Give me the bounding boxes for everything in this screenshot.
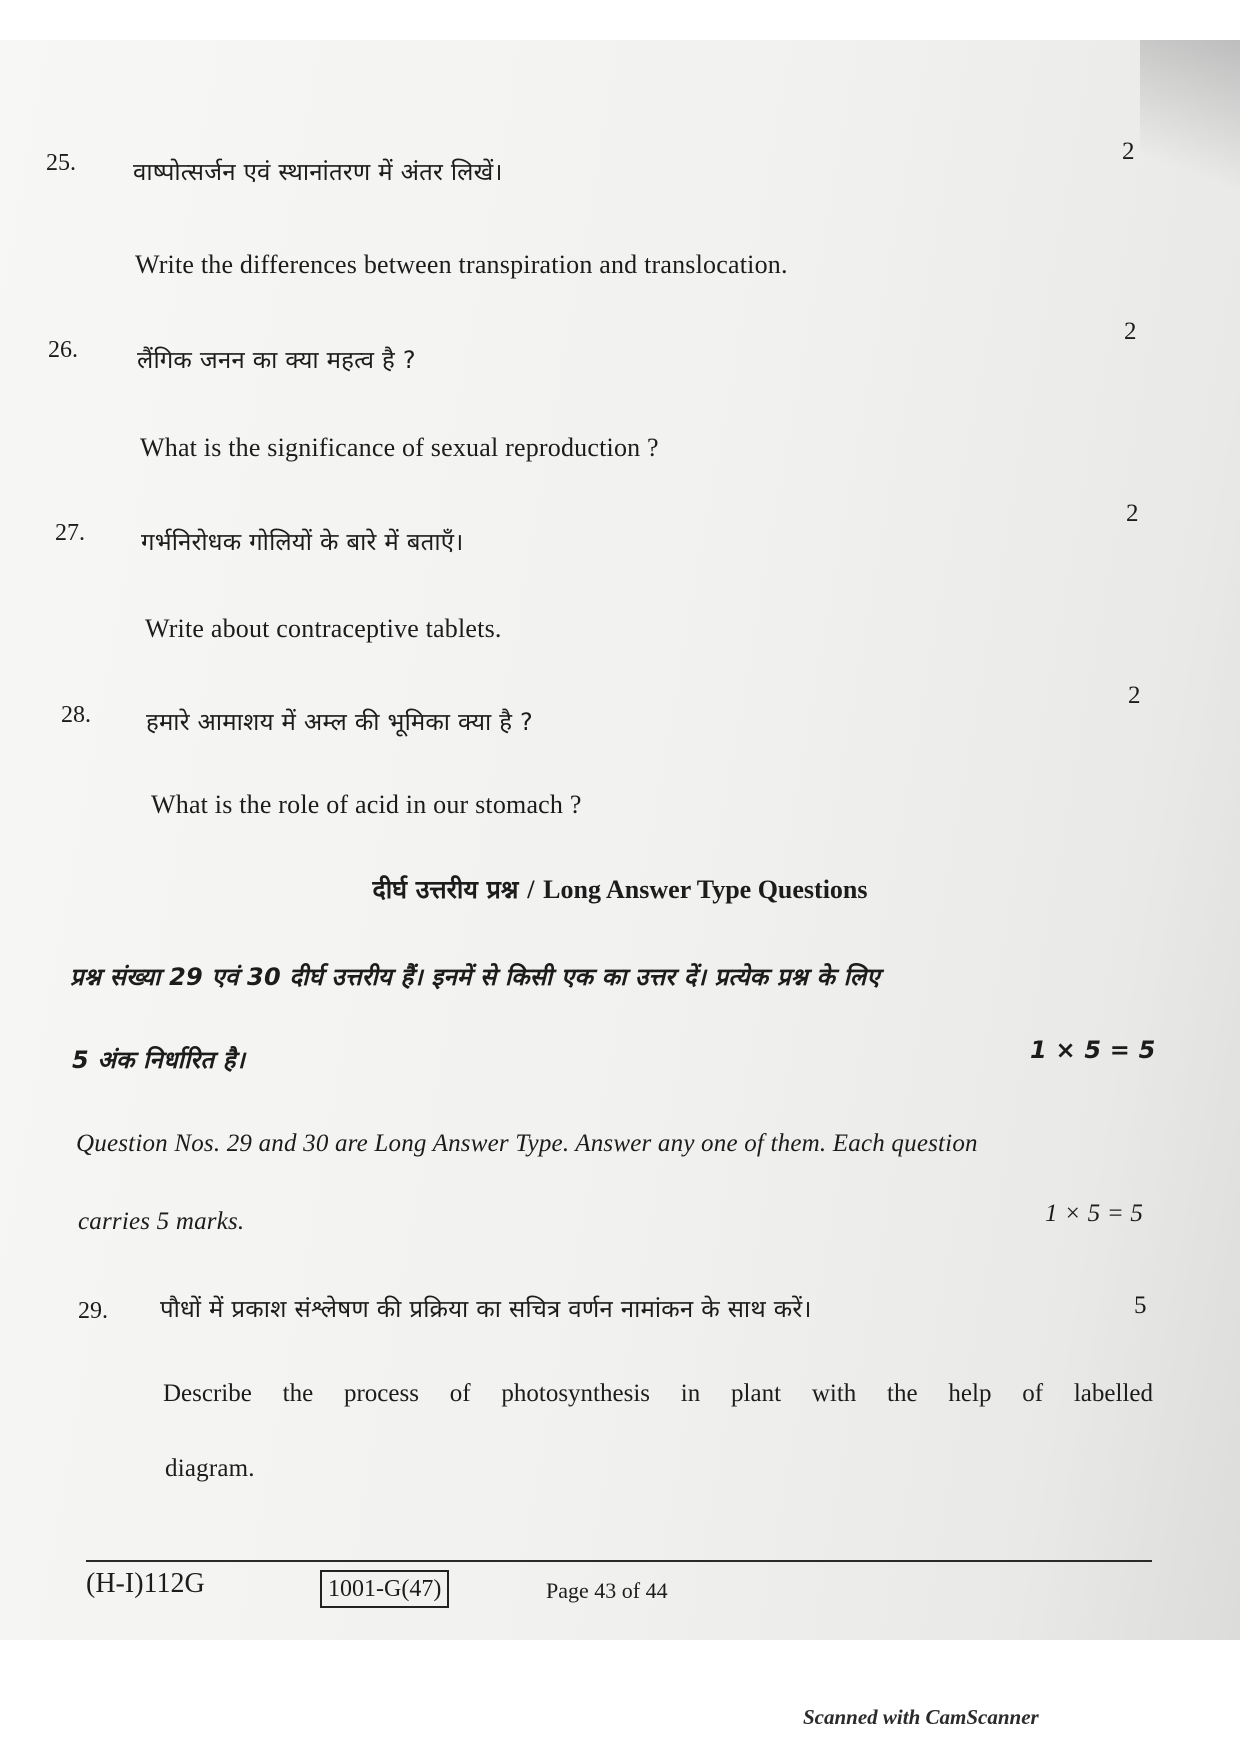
instruction-english-line1: Question Nos. 29 and 30 are Long Answer Type. Answer any one of them. Each question [76,1130,978,1157]
question-marks: 2 [1126,500,1139,527]
section-heading-english: Long Answer Type Questions [543,875,868,904]
instruction-hindi-marks: 1 × 5 = 5 [1030,1036,1156,1064]
question-marks: 2 [1128,682,1141,709]
section-heading-separator: / [527,875,535,904]
camscanner-watermark: Scanned with CamScanner [803,1705,1039,1729]
section-heading [0,872,1240,906]
question-text-hindi: पौधों में प्रकाश संश्लेषण की प्रक्रिया का सचित्र वर्णन नामांकन के साथ करें। [160,1295,812,1323]
footer-page-number: Page 43 of 44 [546,1578,668,1603]
question-number: 28. [61,702,91,728]
question-text-english-line2: diagram. [165,1455,255,1482]
footer-divider [86,1560,1152,1562]
question-text-english: What is the role of acid in our stomach ? [151,790,582,819]
question-text-english: What is the significance of sexual reproduction ? [140,433,659,462]
instruction-english-marks: 1 × 5 = 5 [1045,1200,1144,1227]
page-corner-shadow [1140,40,1240,220]
scan-bottom-margin [0,1640,1240,1755]
question-marks: 5 [1134,1292,1147,1319]
question-text-hindi: हमारे आमाशय में अम्ल की भूमिका क्या है ? [146,708,533,736]
instruction-hindi-line2: 5 अंक निर्धारित है। [72,1046,245,1074]
question-text-hindi: वाष्पोत्सर्जन एवं स्थानांतरण में अंतर लिखें। [133,158,503,186]
footer-set-code: 1001-G(47) [320,1570,449,1608]
question-text-english-line1: Describe the process of photosynthesis in plant with the help of labelled [163,1380,1153,1407]
question-text-hindi: लैंगिक जनन का क्या महत्व है ? [137,346,416,374]
instruction-hindi-line1: प्रश्न संख्या 29 एवं 30 दीर्घ उत्तरीय हैं। इनमें से किसी एक का उत्तर दें। प्रत्येक प्रश्न के लिए [70,963,880,991]
question-number: 27. [55,520,85,546]
question-text-english: Write about contraceptive tablets. [145,614,502,643]
question-number: 25. [46,150,76,176]
question-text-english: Write the differences between transpiration and translocation. [135,250,788,279]
footer-paper-code: (H-I)112G [86,1568,205,1599]
question-marks: 2 [1122,138,1135,165]
question-text-hindi: गर्भनिरोधक गोलियों के बारे में बताएँ। [141,528,464,556]
question-number: 29. [78,1298,108,1324]
question-marks: 2 [1124,318,1137,345]
section-heading-hindi: दीर्घ उत्तरीय प्रश्न [372,875,519,904]
instruction-english-line2: carries 5 marks. [78,1208,245,1235]
question-number: 26. [48,337,78,363]
